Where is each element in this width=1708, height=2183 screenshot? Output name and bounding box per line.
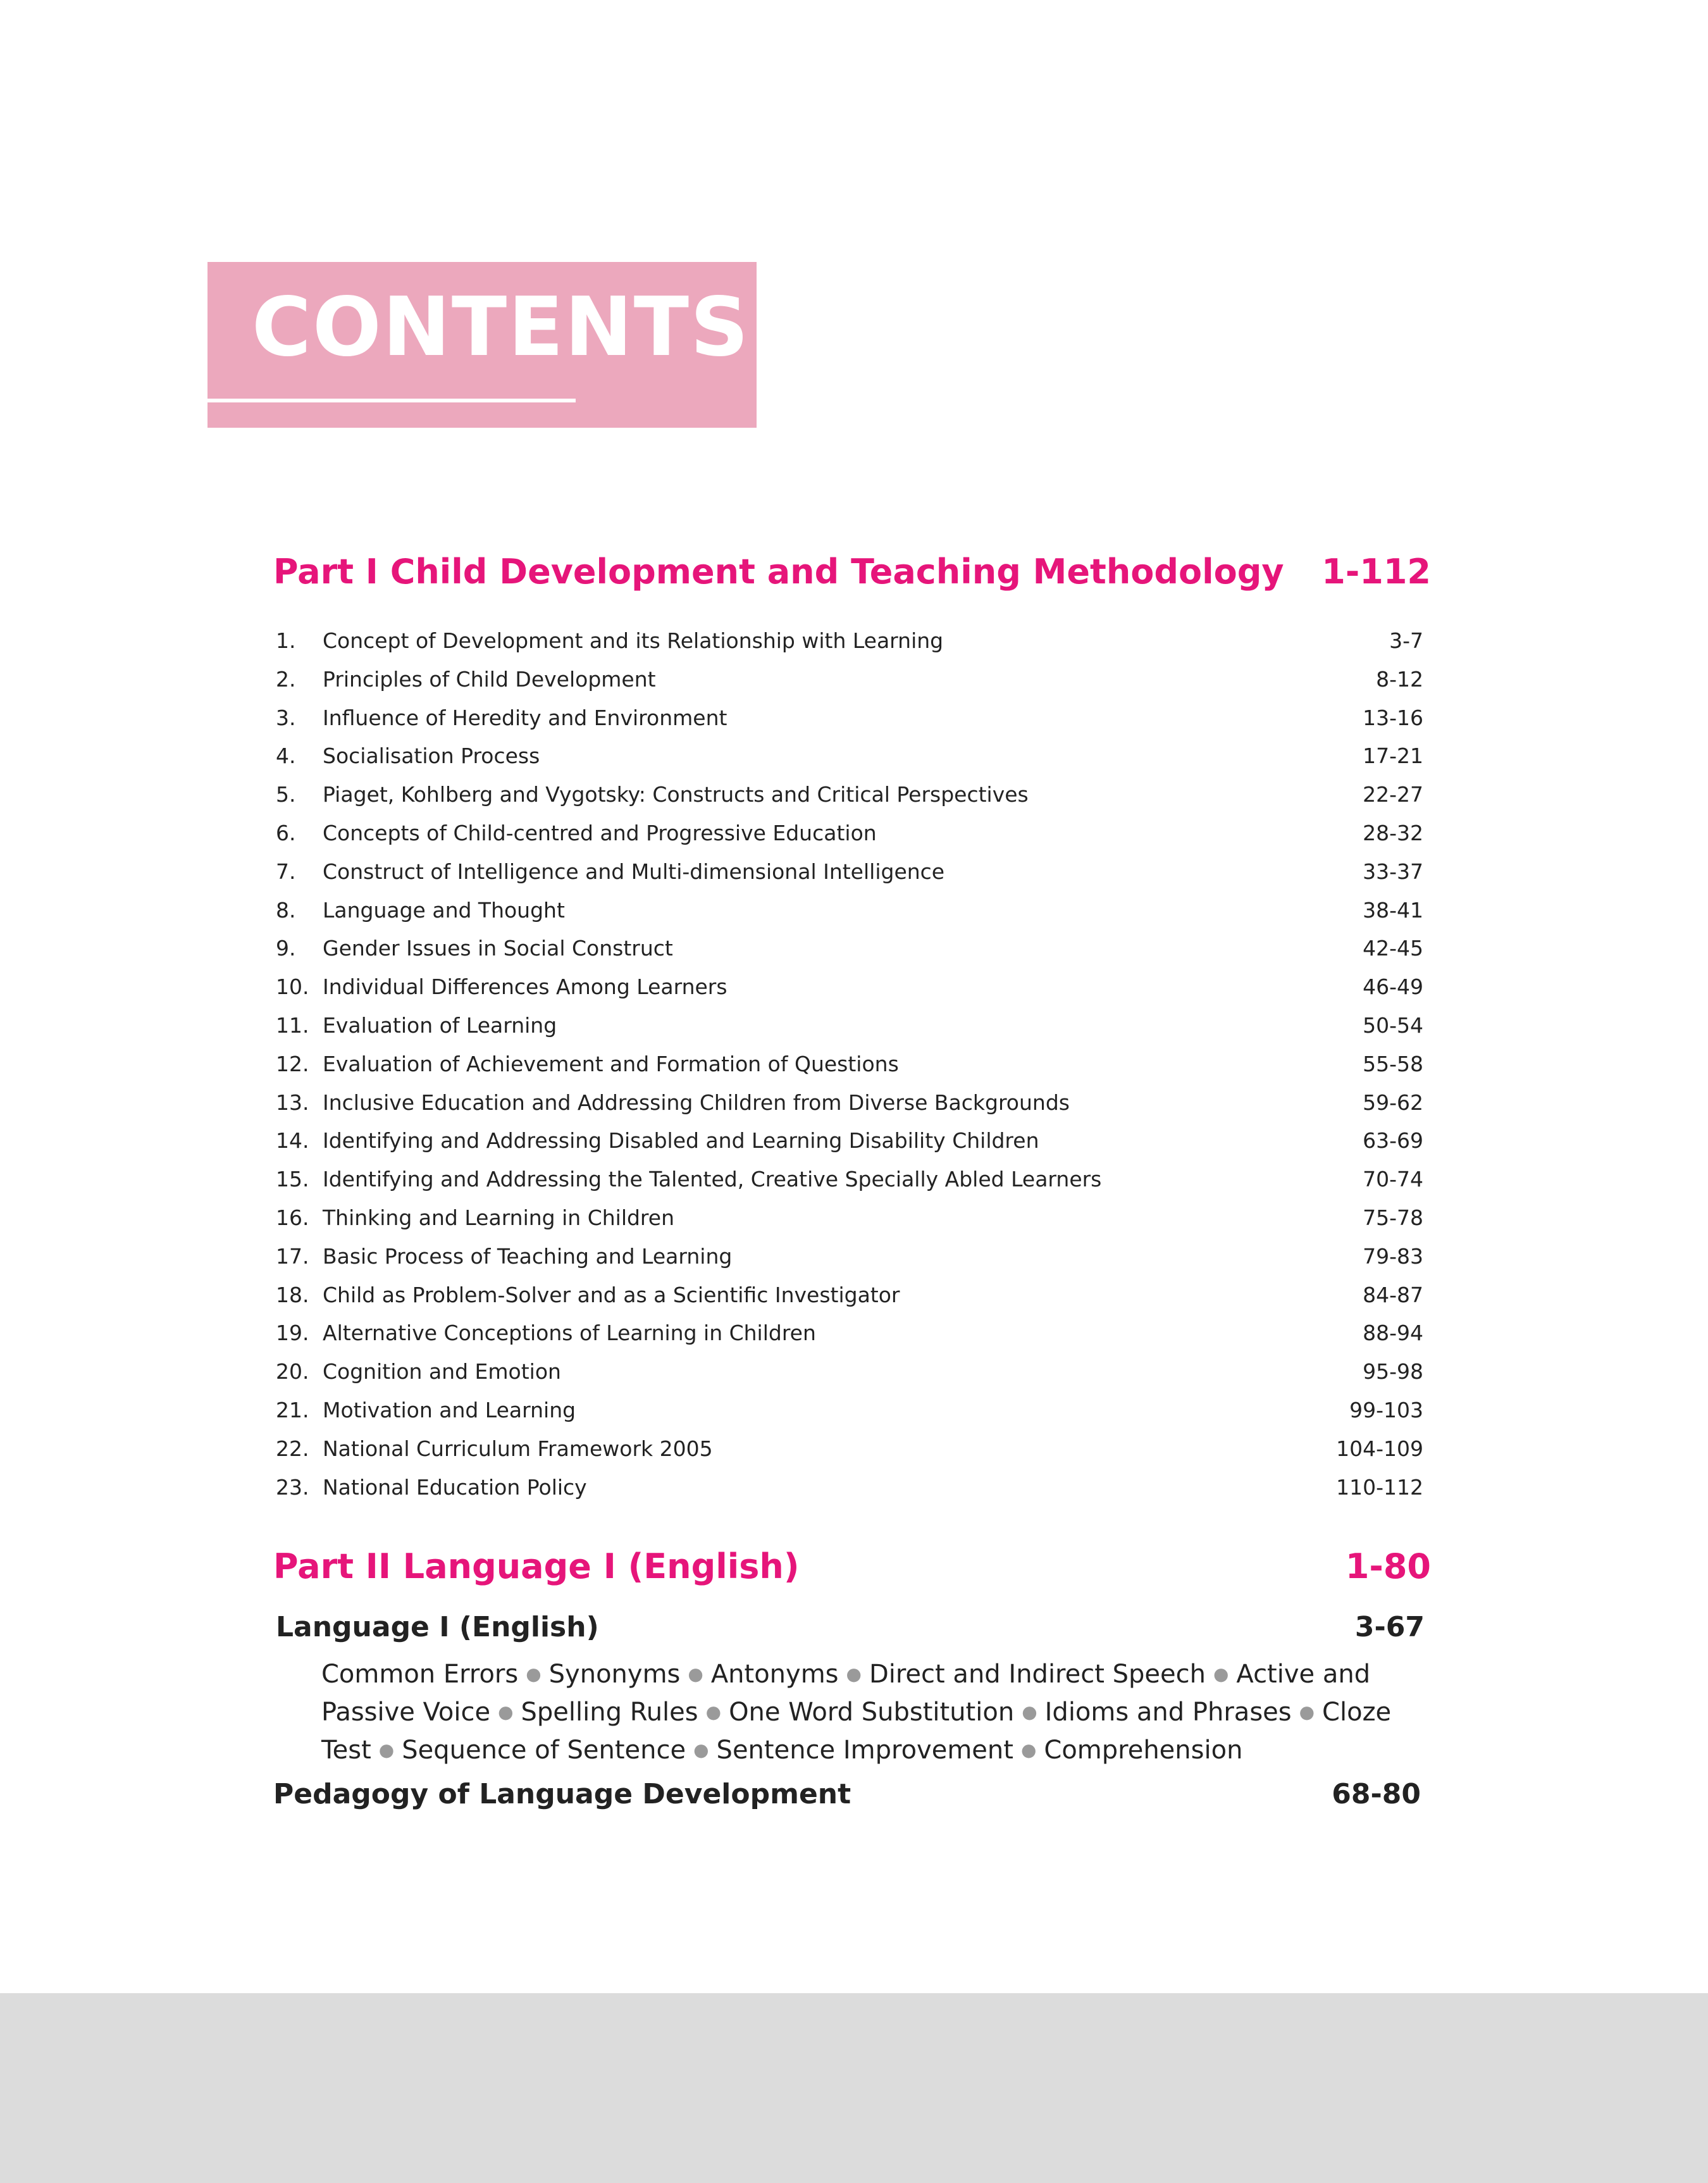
topic-item: Active and Passive Voice xyxy=(321,1660,1371,1727)
topic-item: Idioms and Phrases xyxy=(1044,1698,1292,1727)
chapter-pages: 46-49 xyxy=(1363,974,1423,1000)
chapter-title: Language and Thought xyxy=(323,897,565,923)
chapter-number: 10. xyxy=(276,974,309,1000)
chapter-number: 7. xyxy=(276,859,296,884)
chapter-title: Principles of Child Development xyxy=(323,666,656,692)
part2-pages: 1-80 xyxy=(1345,1546,1431,1586)
chapter-row xyxy=(273,1472,1431,1510)
chapter-number: 14. xyxy=(276,1128,309,1154)
bullet-icon: ● xyxy=(1213,1664,1229,1684)
footer-band xyxy=(0,1993,1708,2183)
chapter-title: Individual Differences Among Learners xyxy=(323,974,727,1000)
chapter-pages: 13-16 xyxy=(1363,705,1423,730)
chapter-title: Construct of Intelligence and Multi-dimensional Intelligence xyxy=(323,859,945,884)
topic-item: Sequence of Sentence xyxy=(402,1736,686,1765)
chapter-row xyxy=(273,1356,1431,1395)
topic-item: Sentence Improvement xyxy=(716,1736,1013,1765)
banner-underline xyxy=(207,399,576,402)
section-title: Language I (English) xyxy=(276,1611,599,1643)
chapter-pages: 88-94 xyxy=(1363,1321,1423,1346)
chapter-number: 16. xyxy=(276,1205,309,1230)
chapter-row xyxy=(273,740,1431,779)
topic-list xyxy=(321,1657,1460,1770)
section-pages: 68-80 xyxy=(1332,1778,1421,1810)
chapter-title: Child as Problem-Solver and as a Scientific Investigator xyxy=(323,1282,900,1307)
topic-item: Spelling Rules xyxy=(521,1698,698,1727)
chapter-title: National Education Policy xyxy=(323,1474,587,1500)
chapter-row xyxy=(273,856,1431,895)
chapter-row xyxy=(273,1048,1431,1087)
chapter-pages: 55-58 xyxy=(1363,1051,1423,1076)
chapter-number: 17. xyxy=(276,1243,309,1269)
chapter-title: Concepts of Child-centred and Progressive Education xyxy=(323,820,877,845)
chapter-pages: 17-21 xyxy=(1363,743,1423,769)
chapter-title: Cognition and Emotion xyxy=(323,1359,561,1384)
chapter-title: Identifying and Addressing Disabled and Learning Disability Children xyxy=(323,1128,1039,1154)
bullet-icon: ● xyxy=(378,1739,395,1760)
chapter-row xyxy=(273,1395,1431,1433)
bullet-icon: ● xyxy=(693,1739,709,1760)
chapter-row xyxy=(273,1279,1431,1318)
chapter-row xyxy=(273,895,1431,933)
chapter-row xyxy=(273,1087,1431,1126)
chapter-title: Inclusive Education and Addressing Children from Diverse Backgrounds xyxy=(323,1090,1070,1115)
chapter-number: 2. xyxy=(276,666,296,692)
chapter-number: 20. xyxy=(276,1359,309,1384)
chapter-row xyxy=(273,1125,1431,1164)
chapter-title: Thinking and Learning in Children xyxy=(323,1205,674,1230)
chapter-number: 19. xyxy=(276,1321,309,1346)
chapter-pages: 38-41 xyxy=(1363,897,1423,923)
chapter-title: Influence of Heredity and Environment xyxy=(323,705,727,730)
part2-title: Part II Language I (English) xyxy=(273,1546,800,1586)
chapter-pages: 63-69 xyxy=(1363,1128,1423,1154)
chapter-row xyxy=(273,933,1431,971)
bullet-icon: ● xyxy=(705,1701,722,1722)
part2-heading xyxy=(273,1546,1431,1597)
chapter-pages: 104-109 xyxy=(1336,1436,1423,1461)
chapter-number: 15. xyxy=(276,1167,309,1192)
chapter-number: 8. xyxy=(276,897,296,923)
chapter-pages: 84-87 xyxy=(1363,1282,1423,1307)
section-language-english xyxy=(276,1611,1425,1655)
bullet-icon: ● xyxy=(1022,1701,1037,1722)
chapter-title: National Curriculum Framework 2005 xyxy=(323,1436,713,1461)
chapter-number: 3. xyxy=(276,705,296,730)
chapter-pages: 59-62 xyxy=(1363,1090,1423,1115)
topic-item: Direct and Indirect Speech xyxy=(869,1660,1206,1689)
chapter-title: Evaluation of Achievement and Formation of Questions xyxy=(323,1051,899,1076)
topic-item: Synonyms xyxy=(548,1660,681,1689)
chapter-pages: 110-112 xyxy=(1336,1474,1423,1500)
contents-title: CONTENTS xyxy=(252,280,750,375)
topic-item: Common Errors xyxy=(321,1660,519,1689)
chapter-pages: 70-74 xyxy=(1363,1167,1423,1192)
chapter-number: 18. xyxy=(276,1282,309,1307)
chapter-number: 5. xyxy=(276,782,296,807)
part1-pages: 1-112 xyxy=(1321,552,1431,592)
chapter-pages: 28-32 xyxy=(1363,820,1423,845)
chapter-pages: 8-12 xyxy=(1376,666,1423,692)
chapter-number: 11. xyxy=(276,1012,309,1038)
topic-item: Cloze Test xyxy=(321,1698,1392,1765)
chapter-row xyxy=(273,1202,1431,1241)
bullet-icon: ● xyxy=(526,1664,541,1684)
chapter-row xyxy=(273,1010,1431,1048)
bullet-icon: ● xyxy=(498,1701,514,1722)
chapter-number: 6. xyxy=(276,820,296,845)
bullet-icon: ● xyxy=(846,1664,862,1684)
chapter-row xyxy=(273,818,1431,856)
chapter-number: 13. xyxy=(276,1090,309,1115)
chapter-row xyxy=(273,664,1431,702)
chapter-pages: 42-45 xyxy=(1363,936,1423,961)
chapter-number: 23. xyxy=(276,1474,309,1500)
chapter-pages: 33-37 xyxy=(1363,859,1423,884)
bullet-icon: ● xyxy=(1020,1739,1037,1760)
contents-banner xyxy=(207,262,757,428)
topic-item: Antonyms xyxy=(710,1660,839,1689)
chapter-row xyxy=(273,625,1431,664)
chapter-title: Concept of Development and its Relationship with Learning xyxy=(323,628,944,653)
chapter-row xyxy=(273,1317,1431,1356)
chapter-row xyxy=(273,971,1431,1010)
chapter-pages: 99-103 xyxy=(1349,1397,1423,1422)
chapter-number: 9. xyxy=(276,936,296,961)
chapter-title: Motivation and Learning xyxy=(323,1397,576,1422)
chapter-number: 12. xyxy=(276,1051,309,1076)
chapter-number: 22. xyxy=(276,1436,309,1461)
topic-item: Comprehension xyxy=(1044,1736,1243,1765)
chapter-title: Identifying and Addressing the Talented, Creative Specially Abled Learners xyxy=(323,1167,1102,1192)
chapter-row xyxy=(273,1164,1431,1202)
chapter-title: Alternative Conceptions of Learning in Children xyxy=(323,1321,816,1346)
bullet-icon: ● xyxy=(1299,1701,1315,1722)
bullet-icon: ● xyxy=(688,1664,703,1684)
chapter-title: Basic Process of Teaching and Learning xyxy=(323,1243,733,1269)
part1-chapter-list xyxy=(273,625,1431,1510)
chapter-number: 4. xyxy=(276,743,296,769)
chapter-pages: 50-54 xyxy=(1363,1012,1423,1038)
section-title: Pedagogy of Language Development xyxy=(273,1778,851,1810)
chapter-row xyxy=(273,779,1431,818)
chapter-pages: 79-83 xyxy=(1363,1243,1423,1269)
chapter-title: Gender Issues in Social Construct xyxy=(323,936,673,961)
chapter-row xyxy=(273,702,1431,741)
chapter-title: Evaluation of Learning xyxy=(323,1012,557,1038)
part1-heading xyxy=(273,552,1431,602)
chapter-pages: 95-98 xyxy=(1363,1359,1423,1384)
chapter-number: 21. xyxy=(276,1397,309,1422)
chapter-pages: 3-7 xyxy=(1389,628,1423,653)
chapter-row xyxy=(273,1241,1431,1279)
chapter-pages: 75-78 xyxy=(1363,1205,1423,1230)
chapter-pages: 22-27 xyxy=(1363,782,1423,807)
part1-title: Part I Child Development and Teaching Methodology xyxy=(273,552,1284,592)
section-pages: 3-67 xyxy=(1354,1611,1425,1643)
section-pedagogy xyxy=(273,1778,1421,1822)
topic-item: One Word Substitution xyxy=(729,1698,1015,1727)
chapter-number: 1. xyxy=(276,628,296,653)
chapter-title: Piaget, Kohlberg and Vygotsky: Constructs and Critical Perspectives xyxy=(323,782,1029,807)
chapter-title: Socialisation Process xyxy=(323,743,540,769)
chapter-row xyxy=(273,1433,1431,1472)
